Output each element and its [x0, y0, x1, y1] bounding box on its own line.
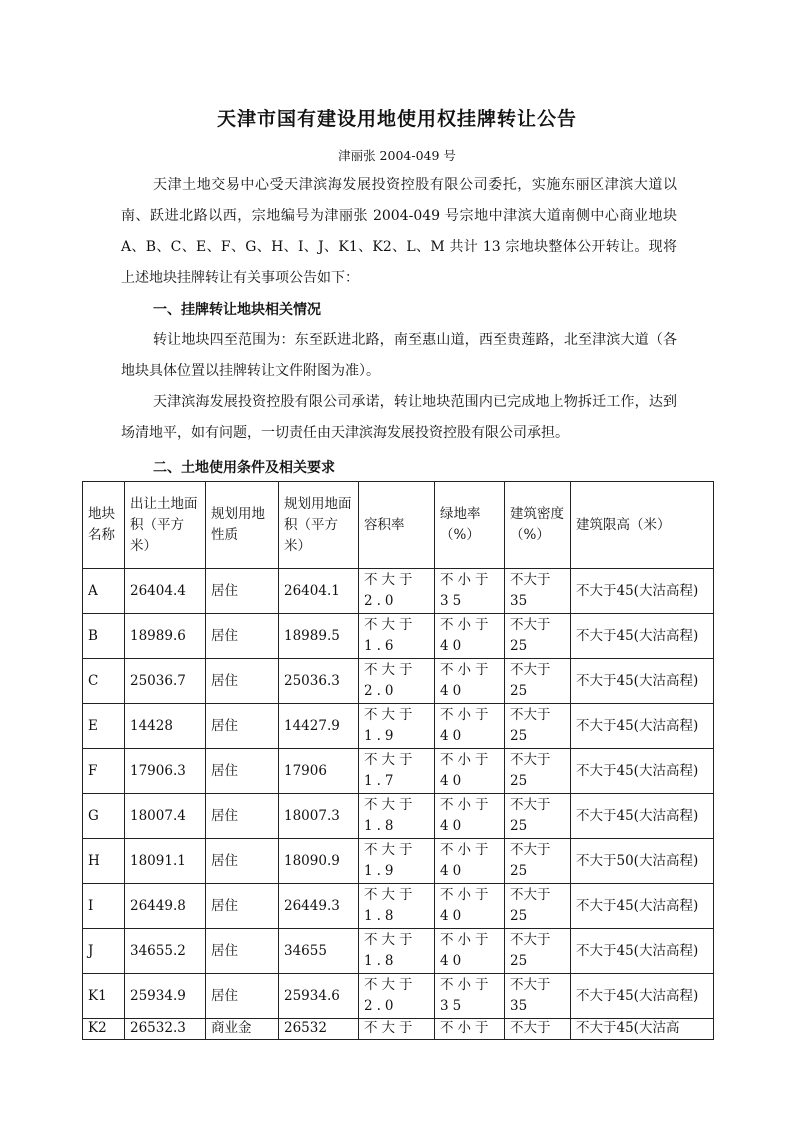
table-body	[83, 569, 714, 1040]
table-cell: 不大于1.9	[359, 839, 435, 884]
table-cell: 不小于35	[435, 974, 505, 1019]
table-row	[83, 839, 714, 884]
table-cell: 不小于40	[435, 839, 505, 884]
table-cell: 不大于45(大沽高程)	[571, 704, 714, 749]
table-cell: 14427.9	[279, 704, 359, 749]
table-cell: 不大于25	[505, 839, 571, 884]
table-cell: 不大于25	[505, 929, 571, 974]
table-cell: 不小于40	[435, 704, 505, 749]
section-1-paragraph-2: 天津滨海发展投资控股有限公司承诺，转让地块范围内已完成地上物拆迁工作，达到场清地平，如有问题，一切责任由天津滨海发展投资控股有限公司承担。	[121, 394, 677, 441]
table-header-cell: 建筑限高（米）	[571, 482, 714, 569]
table-row	[83, 569, 714, 614]
table-cell: J	[83, 929, 125, 974]
section-1-paragraph-1: 转让地块四至范围为：东至跃进北路，南至惠山道，西至贵莲路，北至津滨大道（各地块具体位置以挂牌转让文件附图为准）。	[121, 332, 677, 379]
section-1-heading: 一、挂牌转让地块相关情况	[153, 302, 321, 318]
table-row	[83, 794, 714, 839]
table-cell: 25036.7	[125, 659, 206, 704]
table-row	[83, 659, 714, 704]
table-cell: 18090.9	[279, 839, 359, 884]
table-header-cell: 地块名称	[83, 482, 125, 569]
table-cell: 不大于1.9	[359, 704, 435, 749]
table-cell: 不大于45(大沽高程)	[571, 614, 714, 659]
table-header-cell: 容积率	[359, 482, 435, 569]
table-cell: 商业金	[206, 1019, 279, 1040]
table-cell: 26404.4	[125, 569, 206, 614]
table-cell: 不大于45(大沽高程)	[571, 749, 714, 794]
table-cell: 17906.3	[125, 749, 206, 794]
section-2-heading: 二、土地使用条件及相关要求	[153, 460, 335, 476]
table-cell: 不大于50(大沽高程)	[571, 839, 714, 884]
table-cell: 不大于1.6	[359, 614, 435, 659]
table-cell: 25036.3	[279, 659, 359, 704]
table-cell: 居住	[206, 704, 279, 749]
table-cell: 18007.3	[279, 794, 359, 839]
page-title: 天津市国有建设用地使用权挂牌转让公告	[216, 108, 577, 130]
table-cell: 居住	[206, 884, 279, 929]
table-cell: 不大于35	[505, 569, 571, 614]
table-cell: 不大于25	[505, 884, 571, 929]
table-cell: 不大于1.8	[359, 929, 435, 974]
table-cell: 不大于25	[505, 749, 571, 794]
table-cell: 25934.9	[125, 974, 206, 1019]
table-cell: 不大于1.8	[359, 794, 435, 839]
table-cell: 居住	[206, 929, 279, 974]
table-cell: 不大于2.0	[359, 659, 435, 704]
table-cell: 25934.6	[279, 974, 359, 1019]
table-cell: 不大于25	[505, 794, 571, 839]
document-number: 津丽张 2004-049 号	[338, 148, 456, 163]
table-cell: 不大于45(大沽高程)	[571, 884, 714, 929]
table-cell: 不大于2.0	[359, 569, 435, 614]
table-cell: 不小于40	[435, 614, 505, 659]
table-cell: H	[83, 839, 125, 884]
table-cell: 不大于45(大沽高程)	[571, 659, 714, 704]
table-cell: 不大于45(大沽高	[571, 1019, 714, 1040]
table-cell: 不小于	[435, 1019, 505, 1040]
table-header-cell: 建筑密度（%）	[505, 482, 571, 569]
table-cell: 26404.1	[279, 569, 359, 614]
table-cell: 不大于1.7	[359, 749, 435, 794]
table-cell: 不大于45(大沽高程)	[571, 794, 714, 839]
table-header-cell: 规划用地性质	[206, 482, 279, 569]
table-cell: 不小于35	[435, 569, 505, 614]
table-cell: 不小于40	[435, 884, 505, 929]
table-cell: 不小于40	[435, 659, 505, 704]
table-row	[83, 1019, 714, 1040]
table-cell: 居住	[206, 749, 279, 794]
table-cell: 居住	[206, 839, 279, 884]
table-row	[83, 974, 714, 1019]
table-cell: 不大于45(大沽高程)	[571, 974, 714, 1019]
table-cell: E	[83, 704, 125, 749]
table-header-cell: 出让土地面积（平方米）	[125, 482, 206, 569]
table-cell: 18989.6	[125, 614, 206, 659]
table-cell: 17906	[279, 749, 359, 794]
table-cell: 18007.4	[125, 794, 206, 839]
table-cell: 不大于45(大沽高程)	[571, 569, 714, 614]
table-cell: A	[83, 569, 125, 614]
table-cell: 不大于	[359, 1019, 435, 1040]
table-cell: 26532	[279, 1019, 359, 1040]
table-cell: 不小于40	[435, 794, 505, 839]
table-cell: 26532.3	[125, 1019, 206, 1040]
table-cell: 不大于25	[505, 659, 571, 704]
table-cell: 26449.3	[279, 884, 359, 929]
table-header-row	[83, 482, 714, 569]
table-row	[83, 704, 714, 749]
table-cell: 不大于2.0	[359, 974, 435, 1019]
table-cell: F	[83, 749, 125, 794]
land-use-table	[82, 481, 714, 1040]
table-cell: 不大于25	[505, 704, 571, 749]
table-row	[83, 749, 714, 794]
table-cell: 18091.1	[125, 839, 206, 884]
table-row	[83, 884, 714, 929]
table-cell: 34655	[279, 929, 359, 974]
table-cell: 不小于40	[435, 929, 505, 974]
intro-paragraph: 天津土地交易中心受天津滨海发展投资控股有限公司委托，实施东丽区津滨大道以南、跃进北路以西，宗地编号为津丽张 2004-049 号宗地中津滨大道南侧中心商业地块 A、B、C、E、F、G、H、I、J、K1、K2、L、M 共计 13 宗地块整体公开转让。现将上述地块挂牌转让有关事项公告如下：	[121, 177, 677, 286]
table-cell: 居住	[206, 794, 279, 839]
table-cell: B	[83, 614, 125, 659]
table-cell: 居住	[206, 659, 279, 704]
table-cell: G	[83, 794, 125, 839]
table-cell: 26449.8	[125, 884, 206, 929]
table-cell: I	[83, 884, 125, 929]
table-cell: C	[83, 659, 125, 704]
table-cell: 34655.2	[125, 929, 206, 974]
table-row	[83, 614, 714, 659]
table-cell: 居住	[206, 569, 279, 614]
table-header-cell: 规划用地面积（平方米）	[279, 482, 359, 569]
table-cell: 居住	[206, 974, 279, 1019]
table-row	[83, 929, 714, 974]
table-cell: 不小于40	[435, 749, 505, 794]
table-cell: 不大于35	[505, 974, 571, 1019]
table-cell: 不大于1.8	[359, 884, 435, 929]
table-header-cell: 绿地率（%）	[435, 482, 505, 569]
table-cell: 不大于25	[505, 614, 571, 659]
table-cell: 14428	[125, 704, 206, 749]
table-cell: 不大于	[505, 1019, 571, 1040]
table-cell: K1	[83, 974, 125, 1019]
table-cell: 18989.5	[279, 614, 359, 659]
table-cell: 居住	[206, 614, 279, 659]
table-cell: 不大于45(大沽高程)	[571, 929, 714, 974]
table-cell: K2	[83, 1019, 125, 1040]
